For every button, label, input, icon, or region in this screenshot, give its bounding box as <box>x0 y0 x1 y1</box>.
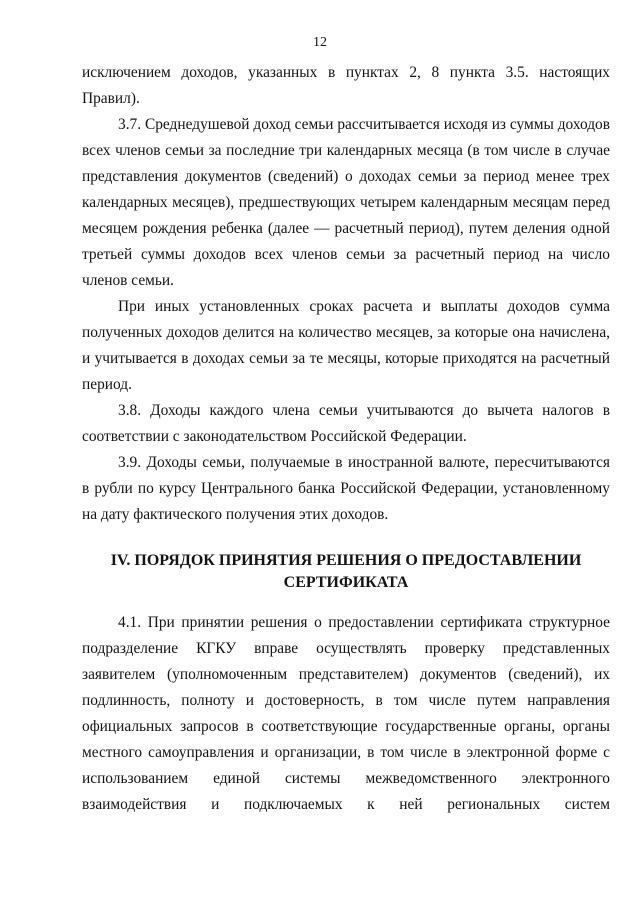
paragraph-3-8: 3.8. Доходы каждого члена семьи учитываются до вычета налогов в соответствии с законодательством Российской Федерации. <box>82 402 610 445</box>
section-heading-line-1: IV. ПОРЯДОК ПРИНЯТИЯ РЕШЕНИЯ О ПРЕДОСТАВЛЕНИИ <box>110 552 582 569</box>
section-heading-iv <box>82 550 610 594</box>
page-number: 12 <box>313 35 327 50</box>
section-heading-line-2: СЕРТИФИКАТА <box>283 574 409 591</box>
paragraph-3-9: 3.9. Доходы семьи, получаемые в иностранной валюте, пересчитываются в рубли по курсу Центрального банка Российской Федерации, установленному на дату фактического получения этих доходов. <box>82 454 610 523</box>
paragraph-3-7: 3.7. Среднедушевой доход семьи рассчитывается исходя из суммы доходов всех членов семьи за последние три календарных месяца (в том числе в случае представления документов (сведений) о доходах семьи за период менее трех календарных месяцев), предшествующих четырем календарным месяцам перед месяцем рождения ребенка (далее — расчетный период), путем деления одной третьей суммы доходов всех членов семьи за расчетный период на число членов семьи. <box>82 116 610 289</box>
document-body <box>82 60 610 818</box>
paragraph-4-1: 4.1. При принятии решения о предоставлении сертификата структурное подразделение КГКУ вправе осуществлять проверку представленных заявителем (уполномоченным представителем) документов (сведений), их подлинность, полноту и достоверность, в том числе путем направления официальных запросов в соответствующие государственные органы, органы местного самоуправления и организации, в том числе в электронной форме с использованием единой системы межведомственного электронного взаимодействия и подключаемых к ней региональных систем <box>82 614 610 813</box>
paragraph-continuation: исключением доходов, указанных в пунктах 2, 8 пункта 3.5. настоящих Правил). <box>82 64 610 107</box>
paragraph-other-income-terms: При иных установленных сроках расчета и выплаты доходов сумма полученных доходов делится на количество месяцев, за которые она начислена, и учитывается в доходах семьи за те месяцы, которые приходятся на расчетный период. <box>82 298 610 393</box>
